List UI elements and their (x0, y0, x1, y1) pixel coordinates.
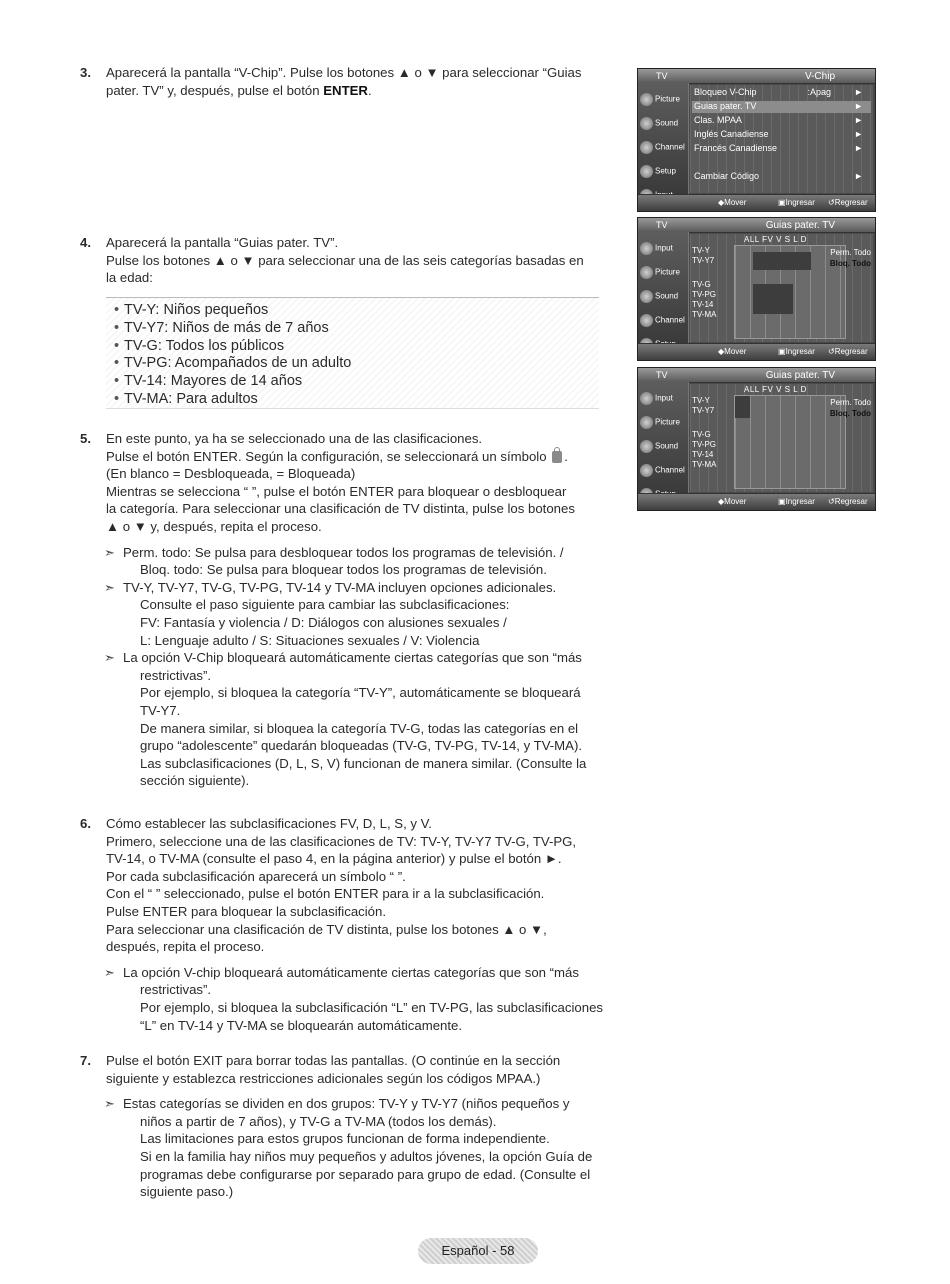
menu-item[interactable] (692, 87, 871, 99)
sidebar-item-label: Channel (655, 142, 685, 152)
bullet-icon: • (114, 337, 120, 354)
note-line: Consulte el paso siguiente para cambiar las subclasificaciones: (140, 597, 510, 613)
sidebar-item-sound[interactable] (640, 440, 686, 453)
step-line: Pulse el botón ENTER. Según la configuración, se seleccionará un símbolo . (106, 448, 568, 464)
note-line: niños a partir de 7 años), y TV-G a TV-MA (todos los demás). (140, 1113, 497, 1129)
age-category (106, 391, 599, 409)
note-line: programas debe configurarse por separado para grupo de edad. (Consulte el (140, 1166, 591, 1182)
rating-label: TV-Y7 (692, 406, 715, 415)
step-line: Con el “ ” seleccionado, pulse el botón ENTER para ir a la subclasificación. (106, 886, 545, 902)
screen-title: V-Chip (804, 71, 835, 82)
arrow-right-icon: ► (854, 101, 863, 111)
note-arrow-icon: ➣ (104, 579, 115, 595)
menu-item[interactable] (692, 143, 871, 155)
step-line: En este punto, ya ha se seleccionado una de las clasificaciones. (106, 431, 483, 446)
step-line: Primero, seleccione una de las clasificaciones de TV: TV-Y, TV-Y7 TV-G, TV-PG, (106, 833, 577, 849)
age-category (106, 338, 599, 356)
menu-item[interactable] (692, 129, 871, 141)
rating-label: TV-14 (692, 300, 714, 309)
note-line: TV-Y7. (140, 702, 181, 718)
note-line: restrictivas”. (140, 667, 212, 683)
screen-titlebar (638, 218, 875, 233)
step-line: Pulse el botón EXIT para borrar todas las pantallas. (O continúe en la sección (106, 1053, 561, 1068)
note-line: “L” en TV-14 y TV-MA se bloquearán automáticamente. (140, 1017, 463, 1033)
menu-item-label: Clas. MPAA (694, 115, 742, 125)
age-category (106, 355, 599, 373)
rating-grid (690, 234, 873, 342)
bullet-icon: • (114, 373, 120, 390)
allow-all-button[interactable]: Perm. Todo (830, 248, 871, 257)
step-6 (80, 815, 605, 1034)
foot-return: ↺ Regresar (828, 344, 835, 360)
sidebar-item-label: Channel (655, 465, 685, 475)
menu-item-label: Guias pater. TV (694, 101, 757, 111)
rating-label: TV-PG (692, 290, 717, 299)
step-line: ▲ o ▼ y, después, repita el proceso. (106, 518, 322, 534)
step-3 (80, 64, 605, 99)
screen-source-label: TV (656, 370, 668, 380)
menu-item-label: Inglés Canadiense (694, 129, 769, 139)
age-category (106, 373, 599, 391)
lock-icon (552, 451, 562, 463)
note-line: TV-Y, TV-Y7, TV-G, TV-PG, TV-14 y TV-MA incluyen opciones adicionales. (123, 579, 557, 595)
arrow-right-icon: ► (854, 115, 863, 125)
note-arrow-icon: ➣ (104, 1096, 115, 1112)
sidebar-item-channel[interactable] (640, 314, 686, 327)
menu-item[interactable] (692, 115, 871, 127)
bullet-icon: • (114, 390, 120, 407)
step-number: 3. (80, 65, 91, 80)
age-category-text: TV-Y7: Niños de más de 7 años (124, 319, 329, 336)
sidebar-item-sound[interactable] (640, 290, 686, 303)
screen-footer (638, 493, 875, 510)
age-category-text: TV-14: Mayores de 14 años (124, 373, 303, 390)
arrow-right-icon: ► (854, 171, 863, 181)
sidebar-item-label: Picture (655, 94, 680, 104)
foot-enter: ▣ Ingresar (778, 195, 786, 211)
foot-move: ◆ Mover (718, 195, 724, 211)
note (104, 579, 605, 649)
rating-label: TV-Y7 (692, 256, 715, 265)
screen-footer (638, 194, 875, 211)
allow-all-button[interactable]: Perm. Todo (830, 398, 871, 407)
step-line: Aparecerá la pantalla “Guias pater. TV”. (106, 235, 339, 250)
age-category-text: TV-MA: Para adultos (124, 390, 258, 407)
bullet-icon: • (114, 302, 120, 318)
note-line: Bloq. todo: Se pulsa para bloquear todos los programas de televisión. (140, 562, 547, 578)
foot-enter: ▣ Ingresar (778, 344, 786, 360)
step-line: Pulse los botones ▲ o ▼ para seleccionar una de las seis categorías basadas en (106, 252, 584, 268)
menu-item-label: Bloqueo V-Chip (694, 87, 757, 97)
step-line: Mientras se selecciona “ ”, pulse el botón ENTER para bloquear o desbloquear (106, 483, 567, 499)
step-line: Aparecerá la pantalla “V-Chip”. Pulse los botones ▲ o ▼ para seleccionar “Guias (106, 65, 582, 80)
sound-icon (640, 440, 653, 453)
step-number: 6. (80, 816, 91, 831)
rating-label: TV-G (692, 430, 711, 439)
menu-item-value: :Apag (807, 87, 831, 97)
rating-label: TV-G (692, 280, 711, 289)
arrow-right-icon: ► (854, 143, 863, 153)
note-line: sección siguiente). (140, 773, 250, 789)
page-number-badge: Español - 58 (418, 1238, 538, 1264)
vchip-screen (637, 68, 876, 212)
sidebar-item-sound[interactable] (640, 117, 686, 130)
bullet-icon: • (114, 355, 120, 372)
picture-icon (640, 93, 653, 106)
channel-icon (640, 314, 653, 327)
sidebar-item-channel[interactable] (640, 464, 686, 477)
note-arrow-icon: ➣ (104, 964, 115, 980)
foot-label: Regresar (834, 347, 868, 356)
age-categories-box (106, 297, 599, 409)
blocked-cells (753, 252, 811, 270)
note (104, 544, 605, 579)
sidebar-item-input[interactable] (640, 242, 686, 255)
sidebar-item-picture[interactable] (640, 93, 686, 106)
note-line: La opción V-Chip bloqueará automáticamente ciertas categorías que son “más (123, 650, 582, 666)
note-line: FV: Fantasía y violencia / D: Diálogos con alusiones sexuales / (140, 614, 507, 630)
rating-label: TV-MA (692, 310, 717, 319)
sound-icon (640, 117, 653, 130)
foot-label: Ingresar (785, 198, 815, 207)
grid-header: ALL FV V S L D (744, 385, 807, 394)
sidebar-item-label: Channel (655, 315, 685, 325)
step-number: 4. (80, 235, 91, 250)
sidebar-item-label: Sound (655, 441, 679, 451)
screen-title: Guias pater. TV (765, 220, 835, 231)
screen-source-label: TV (656, 71, 668, 81)
blocked-cells (753, 284, 793, 314)
step-line: Por cada subclasificación aparecerá un símbolo “ ”. (106, 868, 406, 884)
sidebar-item-label: Sound (655, 118, 679, 128)
screen-sidebar (638, 382, 689, 494)
step-7 (80, 1052, 605, 1201)
note-arrow-icon: ➣ (104, 650, 115, 666)
foot-move: ◆ Mover (718, 344, 724, 360)
channel-icon (640, 141, 653, 154)
step-line: siguiente y establezca restricciones adicionales según los códigos MPAA.) (106, 1070, 541, 1086)
step-line: después, repita el proceso. (106, 939, 265, 955)
sidebar-item-label: Picture (655, 267, 680, 277)
note (104, 964, 605, 1034)
arrow-right-icon: ► (854, 87, 863, 97)
note-line: Las subclasificaciones (D, L, S, V) funcionan de manera similar. (Consulte la (140, 755, 587, 771)
bullet-icon: • (114, 319, 120, 336)
menu-item-label: Cambiar Código (694, 171, 760, 181)
rating-grid (690, 384, 873, 492)
note-line: De manera similar, si bloquea la categoría TV-G, todas las categorías en el (140, 720, 579, 736)
note (104, 649, 605, 790)
channel-icon (640, 464, 653, 477)
sidebar-item-label: Input (655, 393, 673, 403)
menu-content (690, 85, 873, 193)
sidebar-item-picture[interactable] (640, 416, 686, 429)
step-line: la categoría. Para seleccionar una clasificación de TV distinta, pulse los botones (106, 501, 575, 517)
screen-sidebar (638, 232, 689, 344)
menu-item-label: Francés Canadiense (694, 143, 778, 153)
sidebar-item-channel[interactable] (640, 141, 686, 154)
step-line: Pulse ENTER para bloquear la subclasificación. (106, 903, 387, 919)
step-line: Para seleccionar una clasificación de TV distinta, pulse los botones ▲ o ▼, (106, 921, 547, 937)
step-line: (En blanco = Desbloqueada, = Bloqueada) (106, 466, 356, 482)
rating-label: TV-PG (692, 440, 717, 449)
enter-keyword: ENTER (323, 82, 368, 98)
step-line: Cómo establecer las subclasificaciones FV, D, L, S, y V. (106, 816, 432, 831)
step-line-text: pater. TV” y, después, pulse el botón (106, 82, 320, 98)
age-category-text: TV-G: Todos los públicos (124, 337, 285, 354)
note-arrow-icon: ➣ (104, 544, 115, 560)
foot-return: ↺ Regresar (828, 494, 835, 510)
sidebar-item-label: Sound (655, 291, 679, 301)
step-line-text: Pulse el botón ENTER. Según la configuración, se seleccionará un símbolo (106, 448, 547, 464)
note-line: L: Lenguaje adulto / S: Situaciones sexuales / V: Violencia (140, 632, 480, 648)
rating-label: TV-Y (692, 396, 710, 405)
setup-icon (640, 165, 653, 178)
menu-item[interactable] (692, 101, 871, 113)
foot-label: Ingresar (785, 347, 815, 356)
arrow-right-icon: ► (854, 129, 863, 139)
step-4 (80, 234, 605, 287)
age-category-text: TV-PG: Acompañados de un adulto (124, 355, 352, 372)
note-line: Por ejemplo, si bloquea la categoría “TV-Y”, automáticamente se bloqueará (140, 685, 581, 701)
menu-item[interactable] (692, 171, 871, 183)
screen-titlebar (638, 69, 875, 84)
step-5 (80, 430, 605, 790)
guias-screen-1 (637, 217, 876, 361)
sidebar-item-setup[interactable] (640, 165, 686, 178)
step-line: la edad: (106, 270, 153, 286)
foot-label: Regresar (834, 198, 868, 207)
note-line: grupo “adolescente” quedarán bloqueadas (TV-G, TV-PG, TV-14, y TV-MA). (140, 738, 583, 754)
step-line: TV-14, o TV-MA (consulte el paso 4, en la página anterior) y pulse el botón ►. (106, 851, 562, 867)
note-line: La opción V-chip bloqueará automáticamente ciertas categorías que son “más (123, 964, 579, 980)
note-line: siguiente paso.) (140, 1184, 234, 1200)
age-category-text: TV-Y: Niños pequeños (124, 302, 269, 318)
screen-footer (638, 343, 875, 360)
screen-title: Guias pater. TV (765, 370, 835, 381)
screen-source-label: TV (656, 220, 668, 230)
sidebar-item-label: Input (655, 243, 673, 253)
note-line: restrictivas”. (140, 982, 212, 998)
blocked-cells (735, 396, 750, 418)
age-category (106, 302, 599, 320)
grid-header: ALL FV V S L D (744, 235, 807, 244)
note-line: Si en la familia hay niños muy pequeños y adultos jóvenes, la opción Guía de (140, 1148, 593, 1164)
foot-move: ◆ Mover (718, 494, 724, 510)
picture-icon (640, 266, 653, 279)
note (104, 1095, 605, 1201)
guias-screen-2 (637, 367, 876, 511)
screen-titlebar (638, 368, 875, 383)
sidebar-item-label: Setup (655, 166, 676, 176)
step-number: 5. (80, 431, 91, 446)
sidebar-item-input[interactable] (640, 392, 686, 405)
note-line: Perm. todo: Se pulsa para desbloquear todos los programas de televisión. / (123, 544, 564, 560)
foot-label: Ingresar (785, 497, 815, 506)
note-line: Estas categorías se dividen en dos grupos: TV-Y y TV-Y7 (niños pequeños y (123, 1096, 570, 1112)
step-number: 7. (80, 1053, 91, 1068)
step-line: pater. TV” y, después, pulse el botón ENTER. (106, 82, 372, 98)
foot-label: Mover (724, 198, 747, 207)
sidebar-item-picture[interactable] (640, 266, 686, 279)
note-line: Por ejemplo, si bloquea la subclasificación “L” en TV-PG, las subclasificaciones (140, 999, 604, 1015)
screen-sidebar (638, 83, 689, 195)
sound-icon (640, 290, 653, 303)
block-all-button[interactable]: Bloq. Todo (829, 259, 871, 268)
foot-label: Mover (724, 347, 747, 356)
foot-return: ↺ Regresar (828, 195, 835, 211)
foot-enter: ▣ Ingresar (778, 494, 786, 510)
picture-icon (640, 416, 653, 429)
note-line: Las limitaciones para estos grupos funcionan de forma independiente. (140, 1131, 550, 1147)
input-icon (640, 392, 653, 405)
foot-label: Mover (724, 497, 747, 506)
foot-label: Regresar (834, 497, 868, 506)
input-icon (640, 242, 653, 255)
rating-label: TV-MA (692, 460, 717, 469)
block-all-button[interactable]: Bloq. Todo (829, 409, 871, 418)
age-category (106, 320, 599, 338)
rating-label: TV-Y (692, 246, 710, 255)
sidebar-item-label: Picture (655, 417, 680, 427)
rating-label: TV-14 (692, 450, 714, 459)
